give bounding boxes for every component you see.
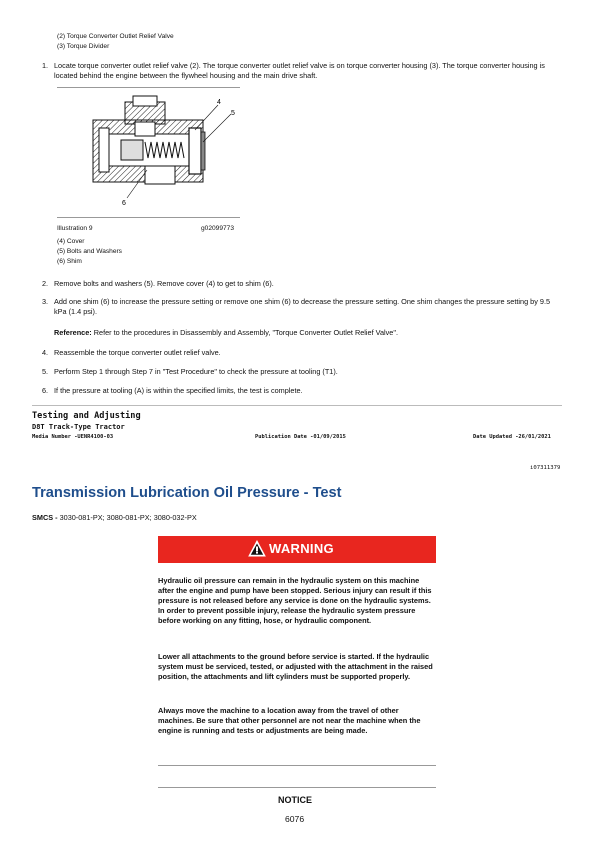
date-updated: Date Updated -26/01/2021 (473, 434, 551, 440)
section-heading: Testing and Adjusting (32, 411, 141, 421)
legend-item: (4) Cover (57, 238, 85, 245)
warning-paragraph: Always move the machine to a location away from the travel of other machines. Be sure that other personnel are not near the machine when the engine is running and tests or adjustments are being made. (158, 706, 421, 735)
step-3 (42, 297, 552, 319)
list-item: (2) Torque Converter Outlet Relief Valve (57, 33, 174, 40)
media-number: Media Number -UENR4100-03 (32, 434, 114, 440)
step-6 (42, 386, 552, 397)
document-id: i07311379 (530, 465, 561, 471)
step-number: 1. (42, 61, 49, 70)
step-text: Reassemble the torque converter outlet relief valve. (54, 348, 221, 357)
publication-date: Publication Date -01/09/2015 (255, 434, 346, 440)
callout-6: 6 (122, 200, 126, 207)
model-name: D8T Track-Type Tractor (32, 423, 125, 431)
callout-5: 5 (231, 110, 235, 117)
smcs-label: SMCS - (32, 513, 58, 522)
reference-label: Reference: (54, 328, 92, 337)
reference-text: Refer to the procedures in Disassembly and Assembly, "Torque Converter Outlet Relief Valve". (93, 328, 398, 337)
warning-label: WARNING (269, 541, 334, 556)
step-text: If the pressure at tooling (A) is within the specified limits, the test is complete. (54, 386, 303, 395)
step-1 (42, 61, 552, 83)
page-title: Transmission Lubrication Oil Pressure - Test (32, 485, 342, 501)
warning-paragraph: Lower all attachments to the ground before service is started. If the hydraulic system must be serviced, tested, or adjusted with the attachment in the raised position, the attachments and lift cylinders must be supported properly. (158, 652, 433, 681)
reference-note (54, 328, 554, 338)
notice-label: NOTICE (278, 795, 313, 805)
step-text: Perform Step 1 through Step 7 in "Test Procedure" to check the pressure at tooling (T1). (54, 367, 338, 376)
illustration-caption-rule (57, 217, 240, 218)
legend-item: (5) Bolts and Washers (57, 248, 122, 255)
illustration-top-rule (57, 87, 240, 88)
smcs-line (32, 513, 197, 523)
step-number: 3. (42, 297, 49, 306)
step-number: 6. (42, 386, 49, 395)
illustration-caption: Illustration 9 (57, 225, 93, 232)
warning-triangle-icon (248, 540, 266, 557)
legend-item: (6) Shim (57, 258, 82, 265)
section-divider (32, 405, 562, 406)
step-4 (42, 348, 552, 359)
warning-banner (158, 536, 436, 563)
step-text: Add one shim (6) to increase the pressure setting or remove one shim (6) to decrease the pressure setting. One shim changes the pressure setting by 9.5 kPa (1.4 psi). (54, 297, 551, 317)
step-number: 5. (42, 367, 49, 376)
step-5 (42, 367, 552, 378)
warning-paragraph: Hydraulic oil pressure can remain in the hydraulic system on this machine after the engine and pump have been stopped. Serious injury can result if this pressure is not released before any service is done on the hydraulic systems. In order to prevent possible injury, release the hydraulic system pressure before working on any fitting, hose, or hydraulic component. (158, 576, 432, 625)
callout-4: 4 (217, 99, 221, 106)
warning-bottom-rule (158, 765, 436, 766)
step-text: Locate torque converter outlet relief valve (2). The torque converter outlet relief valve is on torque converter housing (3). The torque converter housing is located behind the engine between the flywheel housing and the main drive shaft. (54, 61, 545, 81)
relief-valve-illustration (85, 92, 245, 210)
smcs-codes: 3030-081-PX; 3080-081-PX; 3080-032-PX (59, 513, 197, 522)
page-number: 6076 (285, 814, 305, 824)
step-number: 4. (42, 348, 49, 357)
illustration-code: g02099773 (201, 225, 235, 232)
list-item: (3) Torque Divider (57, 43, 110, 50)
notice-top-rule (158, 787, 436, 788)
step-number: 2. (42, 279, 49, 288)
step-text: Remove bolts and washers (5). Remove cover (4) to get to shim (6). (54, 279, 274, 288)
step-2 (42, 279, 552, 290)
